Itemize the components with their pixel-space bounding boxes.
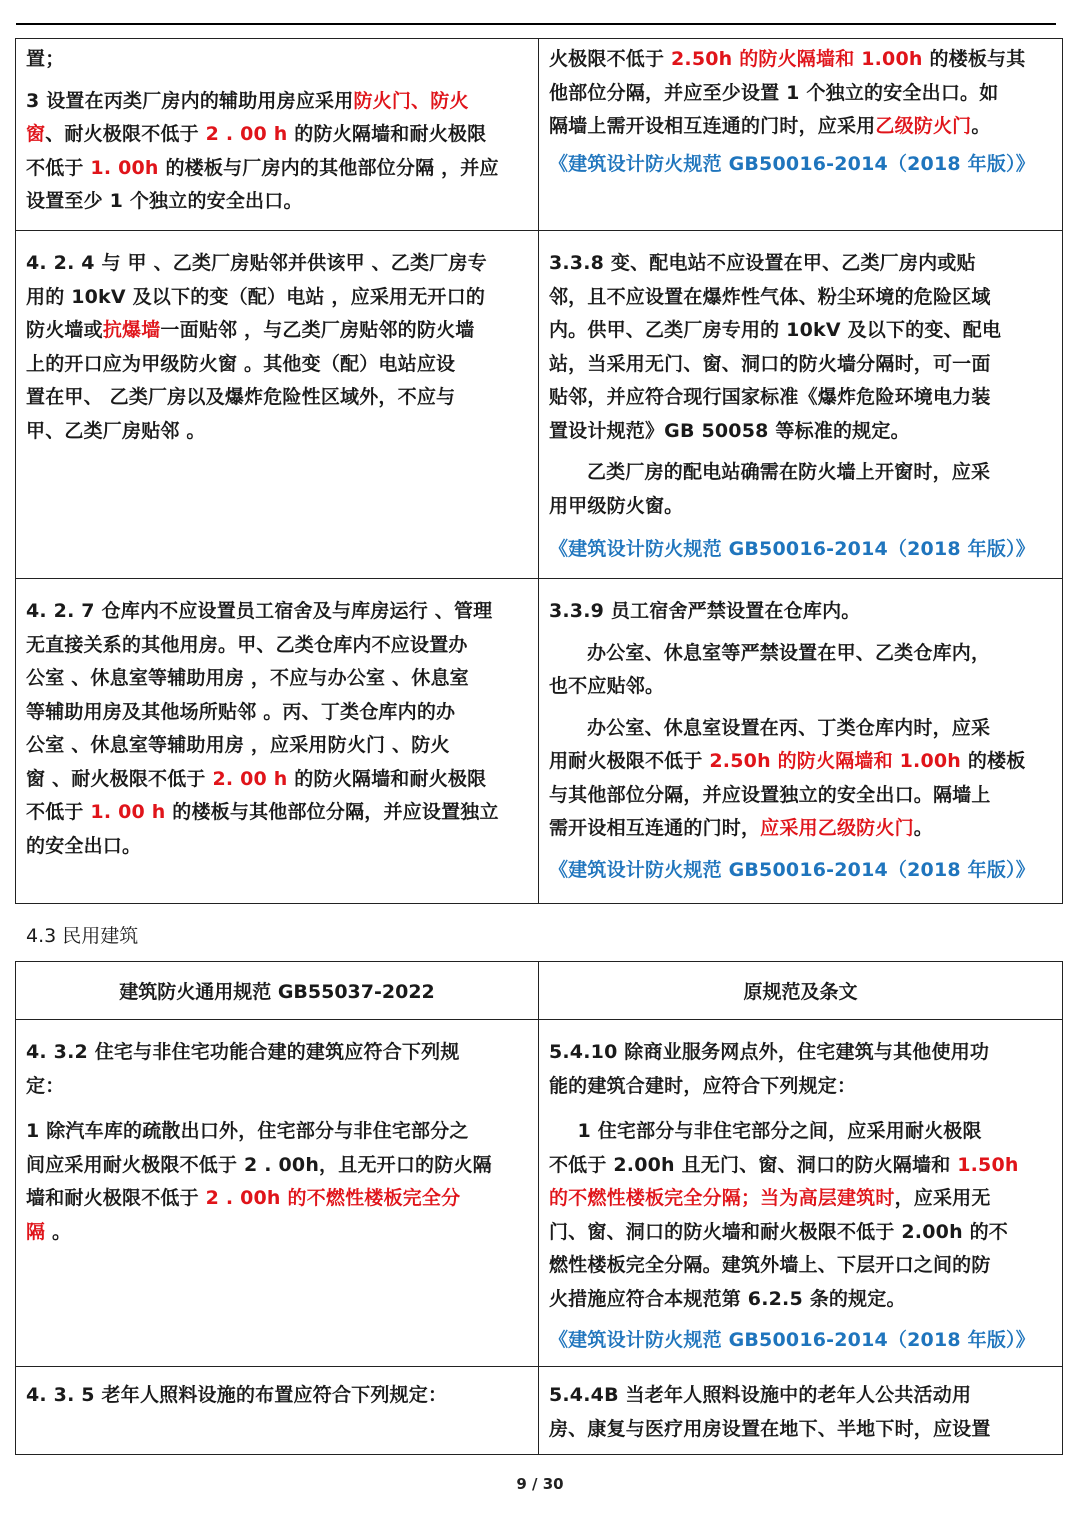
table-row — [16, 231, 1063, 579]
text-line: 不低于 1. 00 h 的楼板与其他部位分隔，并应设置独立 — [26, 801, 499, 823]
text-line: 4. 2. 7 仓库内不应设置员工宿舍及与库房运行 、管理 — [26, 600, 493, 622]
text-line: 用甲级防火窗。 — [548, 494, 684, 517]
new-code-cell — [16, 231, 539, 579]
text-line: 4. 2. 4 与 甲 、乙类厂房贴邻并供该甲 、乙类厂房专 — [26, 252, 487, 274]
text-line: 乙类厂房的配电站确需在防火墙上开窗时，应采 — [586, 461, 991, 483]
highlight: 应采用乙级防火门 — [760, 817, 914, 839]
highlight: 的不燃性楼板完全分隔；当为高层建筑时 — [548, 1187, 895, 1209]
text-line: 不低于 1. 00h 的楼板与厂房内的其他部位分隔 ，并应 — [26, 156, 499, 179]
text-line: 5.4.10 除商业服务网点外，住宅建筑与其他使用功 — [548, 1041, 990, 1063]
table-row — [16, 1020, 1063, 1367]
text-line: 公室 、休息室等辅助用房 ，不应与办公室 、休息室 — [26, 667, 469, 689]
text-line: 4. 3. 5 老年人照料设施的布置应符合下列规定： — [26, 1384, 448, 1406]
highlight: 2 . 00h 的不燃性楼板完全分 — [205, 1187, 461, 1209]
column-header-new-code: 建筑防火通用规范 GB55037-2022 — [16, 962, 539, 1020]
text-line: 内。供甲、乙类厂房专用的 10kV 及以下的变、配电 — [548, 319, 1002, 341]
section-title: 4.3 民用建筑 — [26, 925, 139, 947]
text-line: 防火墙或抗爆墙一面贴邻 ，与乙类厂房贴邻的防火墙 — [26, 319, 475, 341]
original-code-cell — [538, 1020, 1062, 1367]
header-rule — [16, 23, 1056, 25]
text-line: 等辅助用房及其他场所贴邻 。丙、丁类仓库内的办 — [26, 700, 456, 723]
text-line: 他部位分隔，并应至少设置 1 个独立的安全出口。如 — [548, 81, 999, 104]
new-code-cell — [16, 1020, 539, 1367]
text-line: 邻，且不应设置在爆炸性气体、粉尘环境的危险区域 — [548, 285, 991, 308]
text-line: 定： — [26, 1074, 65, 1097]
highlight: 抗爆墙 — [102, 319, 161, 341]
column-header-original-code: 原规范及条文 — [538, 962, 1062, 1020]
highlight: 2. 00 h — [212, 767, 288, 790]
original-code-cell — [538, 231, 1062, 579]
text-line: 用耐火极限不低于 2.50h 的防火隔墙和 1.00h 的楼板 — [548, 750, 1026, 772]
text-line: 与其他部位分隔，并应设置独立的安全出口。隔墙上 — [548, 783, 991, 806]
text-line: 3 设置在丙类厂房内的辅助用房应采用防火门、防火 — [26, 89, 469, 112]
text-line: 置； — [26, 48, 65, 70]
text-line: 设置至少 1 个独立的安全出口。 — [26, 190, 303, 212]
text-line: 火极限不低于 2.50h 的防火隔墙和 1.00h 的楼板与其 — [548, 48, 1026, 70]
text-line: 上的开口应为甲级防火窗 。其他变（配）电站应设 — [26, 352, 456, 375]
citation: 《建筑设计防火规范 GB50016-2014（2018 年版）》 — [548, 858, 1035, 881]
text-line: 墙和耐火极限不低于 2 . 00h 的不燃性楼板完全分 — [26, 1187, 461, 1209]
text-line: 火措施应符合本规范第 6.2.5 条的规定。 — [548, 1287, 906, 1310]
text-line: 窗 、耐火极限不低于 2. 00 h 的防火隔墙和耐火极限 — [26, 767, 487, 790]
comparison-table-civil — [15, 961, 1063, 1455]
text-line: 5.4.4B 当老年人照料设施中的老年人公共活动用 — [548, 1384, 972, 1406]
text-line: 燃性楼板完全分隔。建筑外墙上、下层开口之间的防 — [548, 1254, 991, 1276]
highlight: 乙级防火门 — [875, 115, 972, 137]
highlight: 2 . 00 h — [205, 123, 288, 145]
text-line: 也不应贴邻。 — [548, 675, 665, 697]
text-line: 不低于 2.00h 且无门、窗、洞口的防火隔墙和 1.50h — [548, 1153, 1019, 1176]
citation: 《建筑设计防火规范 GB50016-2014（2018 年版）》 — [548, 538, 1035, 560]
new-code-cell — [16, 1367, 539, 1455]
table-row — [16, 579, 1063, 904]
text-line: 的安全出口。 — [26, 834, 142, 857]
text-line: 的不燃性楼板完全分隔；当为高层建筑时，应采用无 — [548, 1187, 991, 1209]
text-line: 4. 3.2 住宅与非住宅功能合建的建筑应符合下列规 — [26, 1041, 460, 1063]
original-code-cell — [538, 1367, 1062, 1455]
text-line: 用的 10kV 及以下的变（配）电站 ，应采用无开口的 — [26, 285, 486, 308]
citation: 《建筑设计防火规范 GB50016-2014（2018 年版）》 — [548, 1329, 1035, 1351]
text-line: 无直接关系的其他用房。甲、乙类仓库内不应设置办 — [26, 633, 468, 656]
page-number: 9 / 30 — [516, 1475, 564, 1493]
highlight: 2.50h 的防火隔墙和 1.00h — [670, 48, 923, 70]
highlight: 防火门、防火 — [353, 89, 469, 112]
comparison-table-factory — [15, 38, 1063, 904]
text-line: 1 除汽车库的疏散出口外，住宅部分与非住宅部分之 — [26, 1120, 469, 1142]
new-code-cell — [16, 39, 539, 231]
text-line: 门、窗、洞口的防火墙和耐火极限不低于 2.00h 的不 — [548, 1220, 1009, 1243]
text-line: 能的建筑合建时，应符合下列规定： — [548, 1074, 857, 1097]
table-row — [16, 1367, 1063, 1455]
text-line: 站，当采用无门、窗、洞口的防火墙分隔时，可一面 — [548, 352, 991, 375]
text-line: 贴邻，并应符合现行国家标准《爆炸危险环境电力装 — [548, 386, 991, 408]
citation: 《建筑设计防火规范 GB50016-2014（2018 年版）》 — [548, 152, 1035, 175]
text-line: 窗、耐火极限不低于 2 . 00 h 的防火隔墙和耐火极限 — [26, 123, 487, 145]
text-line: 房、康复与医疗用房设置在地下、半地下时，应设置 — [548, 1417, 991, 1440]
original-code-cell — [538, 39, 1062, 231]
table-row — [16, 39, 1063, 231]
text-line: 3.3.9 员工宿舍严禁设置在仓库内。 — [548, 600, 861, 622]
text-line: 3.3.8 变、配电站不应设置在甲、乙类厂房内或贴 — [548, 252, 976, 274]
highlight: 2.50h 的防火隔墙和 1.00h — [709, 750, 962, 772]
highlight: 1. 00 h — [90, 801, 166, 823]
table-header-row — [16, 962, 1063, 1020]
new-code-cell — [16, 579, 539, 904]
text-line: 隔 。 — [26, 1220, 72, 1243]
text-line: 甲、乙类厂房贴邻 。 — [26, 419, 206, 442]
text-line: 置设计规范》GB 50058 等标准的规定。 — [548, 419, 910, 442]
text-line: 置在甲、 乙类厂房以及爆炸危险性区域外，不应与 — [26, 386, 456, 408]
text-line: 办公室、休息室等严禁设置在甲、乙类仓库内， — [586, 641, 991, 664]
text-line: 办公室、休息室设置在丙、丁类仓库内时，应采 — [586, 716, 991, 739]
text-line: 隔墙上需开设相互连通的门时，应采用乙级防火门。 — [548, 115, 991, 137]
original-code-cell — [538, 579, 1062, 904]
text-line: 1 住宅部分与非住宅部分之间，应采用耐火极限 — [577, 1120, 982, 1142]
highlight: 1. 00h — [90, 156, 159, 179]
highlight: 1.50h — [957, 1153, 1019, 1176]
text-line: 需开设相互连通的门时，应采用乙级防火门。 — [548, 817, 933, 839]
text-line: 公室 、休息室等辅助用房 ，应采用防火门 、防火 — [26, 734, 450, 756]
text-line: 间应采用耐火极限不低于 2 . 00h，且无开口的防火隔 — [26, 1153, 492, 1176]
